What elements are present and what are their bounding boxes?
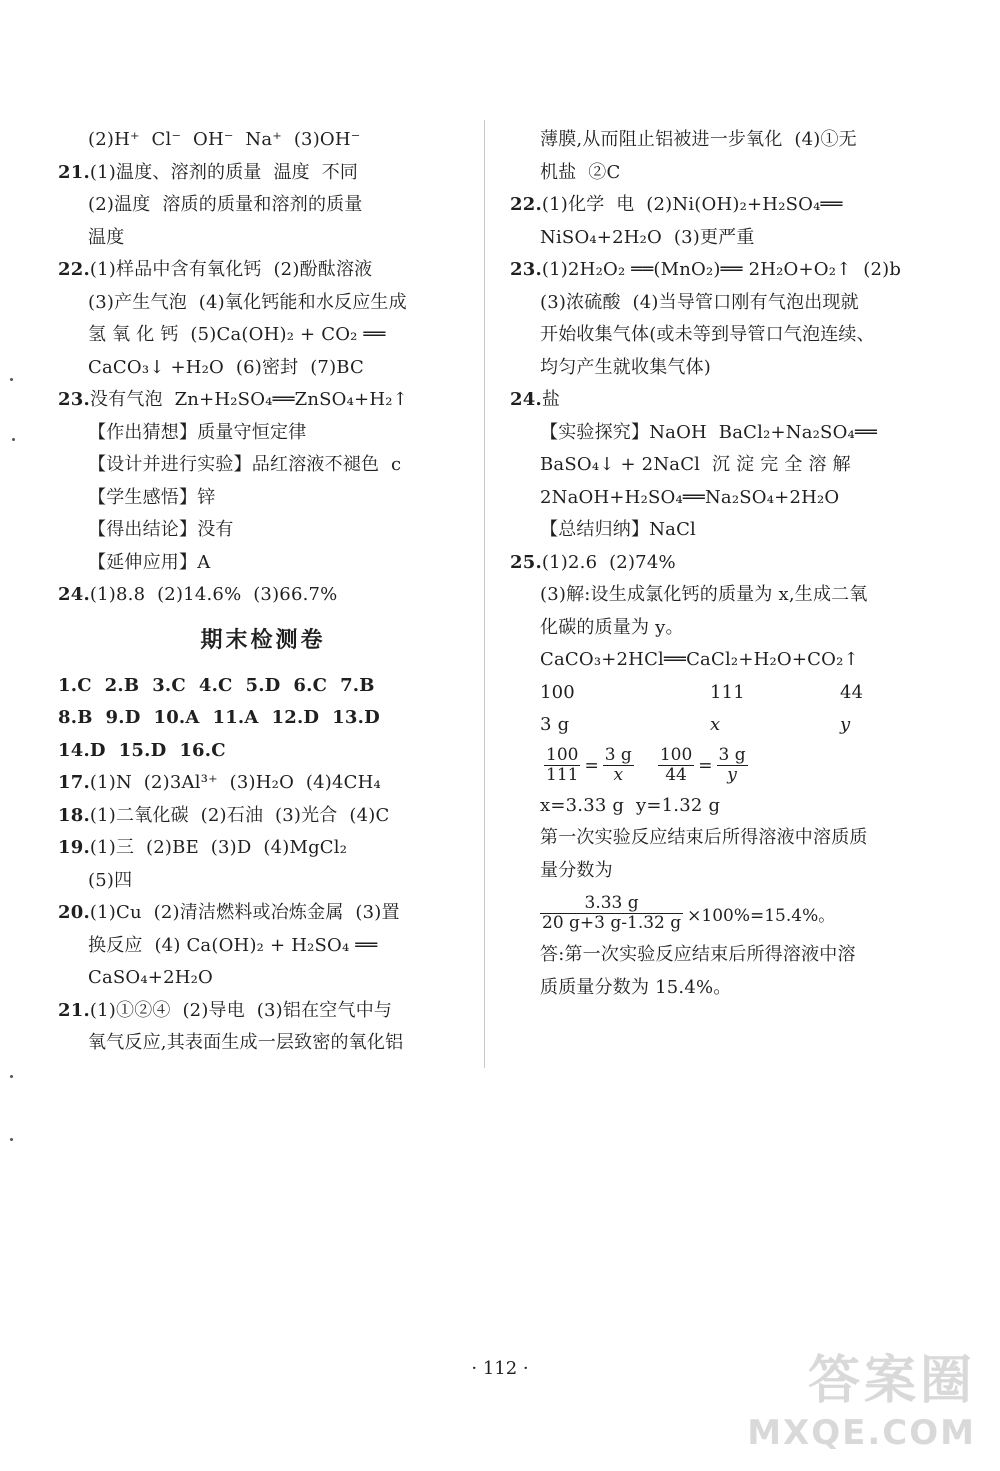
fraction [540, 894, 683, 932]
left-column [58, 124, 468, 1060]
answer-line: (1)2H₂O₂ ══(MnO₂)══ 2H₂O+O₂↑ (2)b [541, 259, 902, 280]
mass-value: 3 g [540, 714, 570, 735]
answer-line: 【总结归纳】NaCl [540, 519, 697, 540]
numerator: 3.33 g [540, 894, 683, 914]
fraction [717, 746, 748, 784]
fraction [544, 746, 580, 784]
question-number: 22. [58, 259, 90, 280]
answer-line: 答:第一次实验反应结束后所得溶液中溶 [540, 944, 856, 965]
denominator: y [727, 765, 737, 785]
answer-line: 没有气泡 Zn+H₂SO₄══ZnSO₄+H₂↑ [89, 389, 408, 410]
answer-line: (3)解:设生成氯化钙的质量为 x,生成二氧 [540, 584, 868, 605]
answer-line: 质质量分数为 15.4%。 [540, 976, 732, 998]
question-number: 23. [510, 259, 542, 280]
mass-value: x [710, 714, 721, 735]
question-number: 25. [510, 551, 542, 573]
column-divider [484, 120, 485, 1068]
denominator: 111 [546, 765, 579, 785]
answer-line: CaCO₃↓ +H₂O (6)密封 (7)BC [88, 356, 365, 378]
answer-line: 2NaOH+H₂SO₄══Na₂SO₄+2H₂O [540, 486, 840, 508]
molar-mass: 44 [840, 681, 864, 703]
answer-line: (2)温度 溶质的质量和溶剂的质量 [88, 194, 363, 215]
fraction [658, 746, 694, 784]
question-number: 19. [58, 837, 90, 858]
answer-line: 【学生感悟】锌 [88, 486, 216, 508]
answer-line: (1)Cu (2)清洁燃料或冶炼金属 (3)置 [89, 902, 400, 923]
question-number: 23. [58, 389, 90, 410]
question-number: 17. [58, 772, 90, 793]
answer-line: 盐 [541, 389, 561, 410]
answer-line: 氢 氧 化 钙 (5)Ca(OH)₂ + CO₂ ══ [88, 324, 386, 345]
percentage-row [510, 887, 910, 939]
watermark-url: MXQE.COM [747, 1413, 976, 1453]
answer-line: 【延伸应用】A [88, 551, 211, 573]
mass-row [510, 709, 910, 742]
margin-mark [12, 438, 15, 441]
equation: CaCO₃+2HCl══CaCl₂+H₂O+CO₂↑ [540, 649, 859, 670]
answer-line: (1)温度、溶剂的质量 温度 不同 [89, 161, 359, 183]
molar-mass: 111 [710, 681, 745, 703]
answer-line: 氧气反应,其表面生成一层致密的氧化铝 [88, 1032, 404, 1053]
numerator: 100 [546, 745, 579, 766]
question-number: 21. [58, 999, 90, 1021]
question-number: 22. [510, 194, 542, 215]
question-number: 24. [510, 389, 542, 410]
answer-line: (1)化学 电 (2)Ni(OH)₂+H₂SO₄══ [541, 194, 843, 215]
answer-line: 【实验探究】NaOH BaCl₂+Na₂SO₄══ [540, 421, 878, 443]
answer-line: (3)产生气泡 (4)氧化钙能和水反应生成 [88, 291, 407, 313]
question-number: 21. [58, 161, 90, 183]
answer-line: (1)2.6 (2)74% [541, 551, 676, 573]
numerator: 3 g [604, 745, 632, 766]
choice-answers: 8.B 9.D 10.A 11.A 12.D 13.D [58, 707, 380, 728]
equals-sign: = [584, 755, 599, 776]
denominator: x [613, 765, 624, 785]
numerator: 100 [659, 745, 693, 766]
answer-line: (3)浓硫酸 (4)当导管口刚有气泡出现就 [540, 291, 859, 313]
answer-line: (2)H⁺ Cl⁻ OH⁻ Na⁺ (3)OH⁻ [88, 129, 361, 150]
answer-line: 开始收集气体(或未等到导管口气泡连续、 [540, 324, 875, 345]
watermark-logo-text: 答案圈 [807, 1351, 976, 1411]
proportion-row [510, 742, 910, 790]
mass-value: y [840, 714, 851, 735]
percentage-result: ×100%=15.4%。 [687, 905, 836, 926]
margin-mark [10, 1075, 13, 1078]
right-column [510, 124, 910, 1004]
answer-line: 【作出猜想】质量守恒定律 [88, 421, 307, 443]
margin-mark [10, 378, 13, 381]
question-number: 24. [58, 584, 90, 605]
result-line: x=3.33 g y=1.32 g [540, 794, 721, 816]
answer-line: BaSO₄↓ + 2NaCl 沉 淀 完 全 溶 解 [540, 454, 851, 475]
numerator: 3 g [718, 745, 746, 766]
answer-line: 换反应 (4) Ca(OH)₂ + H₂SO₄ ══ [88, 934, 378, 956]
answer-line: (1)8.8 (2)14.6% (3)66.7% [89, 584, 338, 605]
molar-mass-row [510, 677, 910, 710]
section-title: 期末检测卷 [200, 627, 326, 653]
fraction [603, 746, 634, 784]
molar-mass: 100 [540, 681, 575, 703]
answer-line: (1)样品中含有氧化钙 (2)酚酞溶液 [89, 259, 373, 280]
answer-line: 量分数为 [540, 859, 613, 881]
choice-answers: 1.C 2.B 3.C 4.C 5.D 6.C 7.B [58, 674, 375, 696]
question-number: 18. [58, 804, 90, 826]
answer-line: 机盐 ②C [540, 161, 621, 183]
page-number: · 112 · [471, 1358, 529, 1379]
answer-line: 均匀产生就收集气体) [540, 356, 712, 378]
answer-line: 第一次实验反应结束后所得溶液中溶质质 [540, 827, 868, 848]
answer-line: (5)四 [88, 869, 133, 891]
answer-line: 温度 [88, 226, 125, 248]
answer-line: 【得出结论】没有 [88, 519, 234, 540]
answer-line: 【设计并进行实验】品红溶液不褪色 c [88, 454, 402, 475]
answer-line: 化碳的质量为 y。 [540, 616, 684, 638]
answer-line: CaSO₄+2H₂O [88, 967, 214, 988]
denominator: 44 [665, 765, 687, 785]
answer-line: (1)①②④ (2)导电 (3)铝在空气中与 [89, 999, 393, 1021]
answer-line: 薄膜,从而阻止铝被进一步氧化 (4)①无 [540, 129, 857, 150]
equals-sign: = [698, 755, 713, 776]
question-number: 20. [58, 902, 90, 923]
answer-line: NiSO₄+2H₂O (3)更严重 [540, 226, 755, 248]
choice-answers: 14.D 15.D 16.C [58, 739, 226, 761]
denominator: 20 g+3 g-1.32 g [542, 912, 682, 933]
watermark [747, 1338, 976, 1453]
answer-line: (1)N (2)3Al³⁺ (3)H₂O (4)4CH₄ [89, 772, 381, 793]
margin-mark [10, 1138, 13, 1141]
answer-line: (1)三 (2)BE (3)D (4)MgCl₂ [89, 837, 348, 858]
answer-line: (1)二氧化碳 (2)石油 (3)光合 (4)C [89, 804, 390, 826]
